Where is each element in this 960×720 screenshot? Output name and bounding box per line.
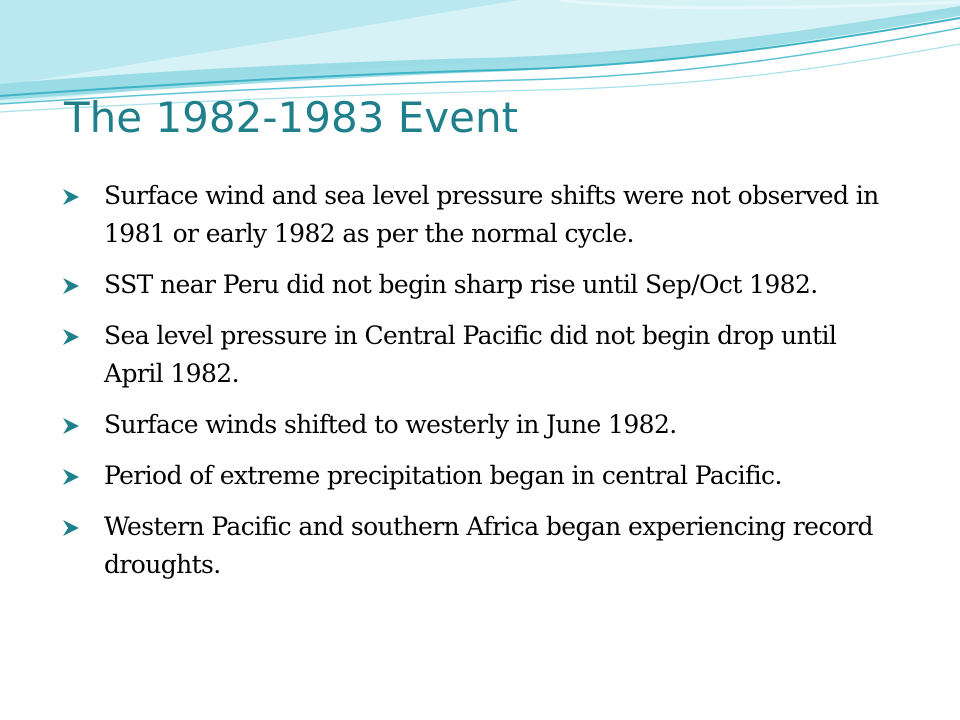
bullet-list [58,177,898,597]
bullet-item [58,406,898,444]
arrowhead-bullet-icon [62,520,80,536]
bullet-item [58,457,898,495]
arrowhead-bullet-icon [62,469,80,485]
bullet-item [58,317,898,393]
bullet-text: Surface winds shifted to westerly in June 1982. [104,410,677,439]
bullet-text: Period of extreme precipitation began in central Pacific. [104,461,782,490]
slide-title: The 1982-1983 Event [64,93,519,142]
arrowhead-bullet-icon [62,278,80,294]
bullet-item [58,177,898,253]
bullet-item [58,508,898,584]
bullet-text: Western Pacific and southern Africa began experiencing record droughts. [104,512,873,579]
bullet-item [58,266,898,304]
bullet-text: SST near Peru did not begin sharp rise until Sep/Oct 1982. [104,270,818,299]
bullet-text: Sea level pressure in Central Pacific did not begin drop until April 1982. [104,321,837,388]
arrowhead-bullet-icon [62,418,80,434]
bullet-text: Surface wind and sea level pressure shifts were not observed in 1981 or early 1982 as per the normal cycle. [104,181,879,248]
arrowhead-bullet-icon [62,329,80,345]
arrowhead-bullet-icon [62,189,80,205]
